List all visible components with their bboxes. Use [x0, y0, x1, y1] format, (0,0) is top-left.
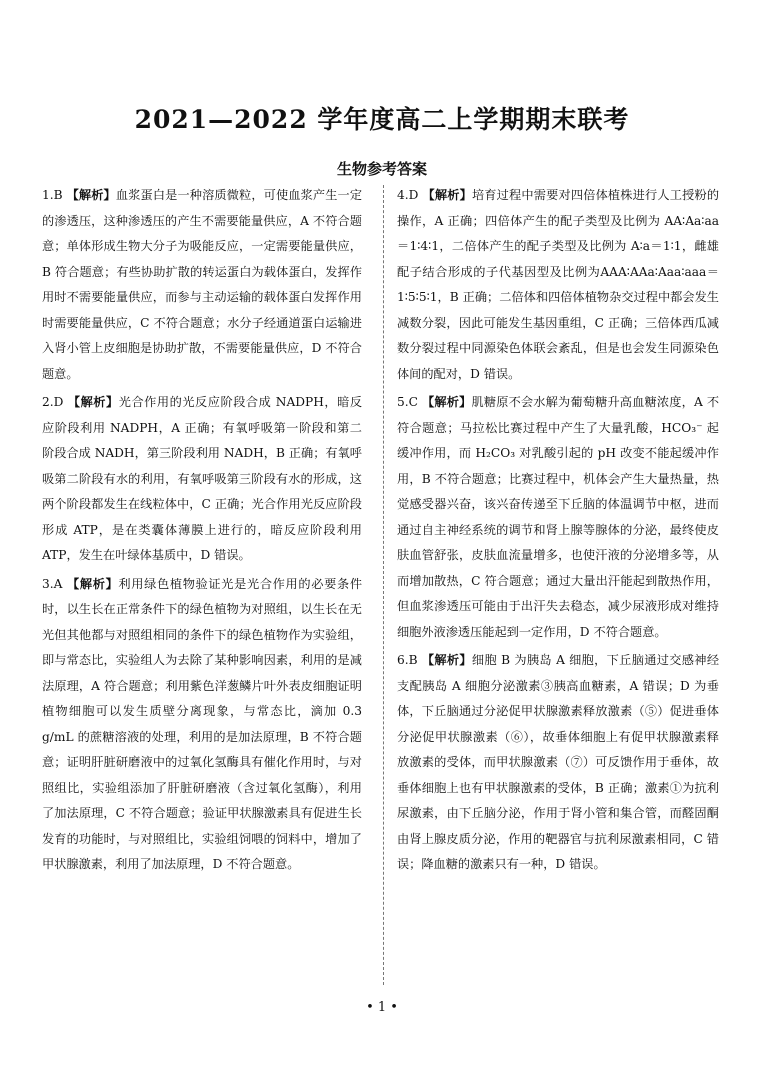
column-divider — [383, 185, 384, 985]
item-text: 利用绿色植物验证光是光合作用的必要条件时，以生长在正常条件下的绿色植物为对照组，以生长在无光但其他都与对照组相同的条件下的绿色植物作为实验组，即与常态比，实验组人为去除了某种影响因素，利用的是减法原理，A 符合题意；利用紫色洋葱鳞片叶外表皮细胞证明植物细胞可以发生质壁分离现象，与常态比，滴加 0.3 g/mL 的蔗糖溶液的处理，利用的是加法原理，B 不符合题意；证明肝脏研磨液中的过氧化氢酶具有催化作用时，与对照组比，实验组添加了肝脏研磨液（含过氧化氢酶），利用了加法原理，C 不符合题意；验证甲状腺激素具有促进生长发育的功能时，与对照组比，实验组饲喂的饲料中，增加了甲状腺激素，利用了加法原理，D 不符合题意。 — [42, 576, 363, 871]
item-number: 6. — [397, 653, 409, 667]
answer-item-5 — [397, 390, 719, 645]
item-text: 光合作用的光反应阶段合成 NADPH，暗反应阶段利用 NADPH，A 正确；有氧呼吸第一阶段和第二阶段合成 NADH，第三阶段利用 NADH，B 正确；有氧呼吸第二阶段有水的利用，有氧呼吸第三阶段有水的形成，这两个阶段都发生在线粒体中，C 正确；光合作用光反应阶段形成 ATP，是在类囊体薄膜上进行的，暗反应阶段利用 ATP，发生在叶绿体基质中，D 错误。 — [42, 395, 363, 562]
item-answer: D — [53, 395, 64, 409]
item-text: 血浆蛋白是一种溶质微粒，可使血浆产生一定的渗透压，这种渗透压的产生不需要能量供应，A 不符合题意；单体形成生物大分子为吸能反应，一定需要能量供应，B 符合题意；有些协助扩散的转运蛋白为载体蛋白，发挥作用时不需要能量供应，而参与主动运输的载体蛋白发挥作用时需要能量供应，C 不符合题意；水分子经通道蛋白运输进入肾小管上皮细胞是协助扩散，不需要能量供应，D 不符合题意。 — [42, 188, 363, 381]
item-answer: D — [408, 188, 419, 202]
item-tag: 【解析】 — [66, 188, 116, 202]
item-answer: A — [53, 576, 63, 591]
item-tag: 【解析】 — [421, 653, 472, 667]
item-text: 培育过程中需要对四倍体植株进行人工授粉的操作，A 正确；四倍体产生的配子类型及比例为 AA∶Aa∶aa＝1∶4∶1，二倍体产生的配子类型及比例为 A∶a＝1∶1，雌雄配子结合形成的子代基因型及比例为AAA∶AAa∶Aaa∶aaa＝1∶5∶5∶1，B 正确；二倍体和四倍体植物杂交过程中都会发生减数分裂，因此可能发生基因重组，C 正确；三倍体西瓜减数分裂过程中同源染色体联会紊乱，但是也会发生同源染色体间的配对，D 错误。 — [397, 188, 720, 381]
item-number: 5. — [397, 395, 409, 409]
item-number: 2. — [42, 395, 54, 409]
item-number: 3. — [42, 576, 54, 591]
item-tag: 【解析】 — [422, 395, 472, 409]
item-tag: 【解析】 — [422, 188, 472, 202]
item-text: 肌糖原不会水解为葡萄糖升高血糖浓度，A 不符合题意；马拉松比赛过程中产生了大量乳酸，HCO₃⁻ 起缓冲作用，而 H₂CO₃ 对乳酸引起的 pH 改变不能起缓冲作用，B 不符合题意；比赛过程中，机体会产生大量热量，热觉感受器兴奋，该兴奋传递至下丘脑的体温调节中枢，进而通过自主神经系统的调节和肾上腺等腺体的分泌，最终使皮肤血管舒张，皮肤血流量增多，也使汗液的分泌增多等，从而增加散热，C 符合题意；通过大量出汗能起到散热作用，但血浆渗透压可能由于出汗失去稳态，减少尿液形成对维持细胞外液渗透压能起到一定作用，D 不符合题意。 — [397, 395, 720, 639]
item-answer: B — [53, 188, 63, 202]
page-number: • 1 • — [366, 1000, 398, 1015]
answer-item-4 — [397, 183, 719, 387]
page-title: 2021—2022 学年度高二上学期期末联考 — [134, 105, 630, 134]
left-column — [42, 183, 362, 881]
answer-item-3 — [42, 572, 362, 878]
page-subtitle: 生物参考答案 — [336, 160, 427, 178]
item-number: 4. — [397, 188, 409, 202]
item-answer: B — [408, 653, 418, 667]
item-answer: C — [408, 395, 418, 409]
item-tag: 【解析】 — [67, 395, 119, 409]
item-text: 细胞 B 为胰岛 A 细胞，下丘脑通过交感神经支配胰岛 A 细胞分泌激素③胰高血糖素，A 错误；D 为垂体，下丘脑通过分泌促甲状腺激素释放激素（⑤）促进垂体分泌促甲状腺激素（⑥），故垂体细胞上有促甲状腺激素释放激素的受体，而甲状腺激素（⑦）可反馈作用于垂体，故垂体细胞上也有甲状腺激素的受体，B 正确；激素①为抗利尿激素，由下丘脑分泌，作用于肾小管和集合管，而醛固酮由肾上腺皮质分泌，作用的靶器官与抗利尿激素相同，C 错误；降血糖的激素只有一种，D 错误。 — [397, 653, 720, 871]
answer-item-2 — [42, 390, 362, 569]
answer-item-6 — [397, 648, 719, 878]
item-tag: 【解析】 — [67, 576, 119, 591]
item-number: 1. — [42, 188, 54, 202]
answer-item-1 — [42, 183, 362, 387]
right-column — [397, 183, 719, 881]
